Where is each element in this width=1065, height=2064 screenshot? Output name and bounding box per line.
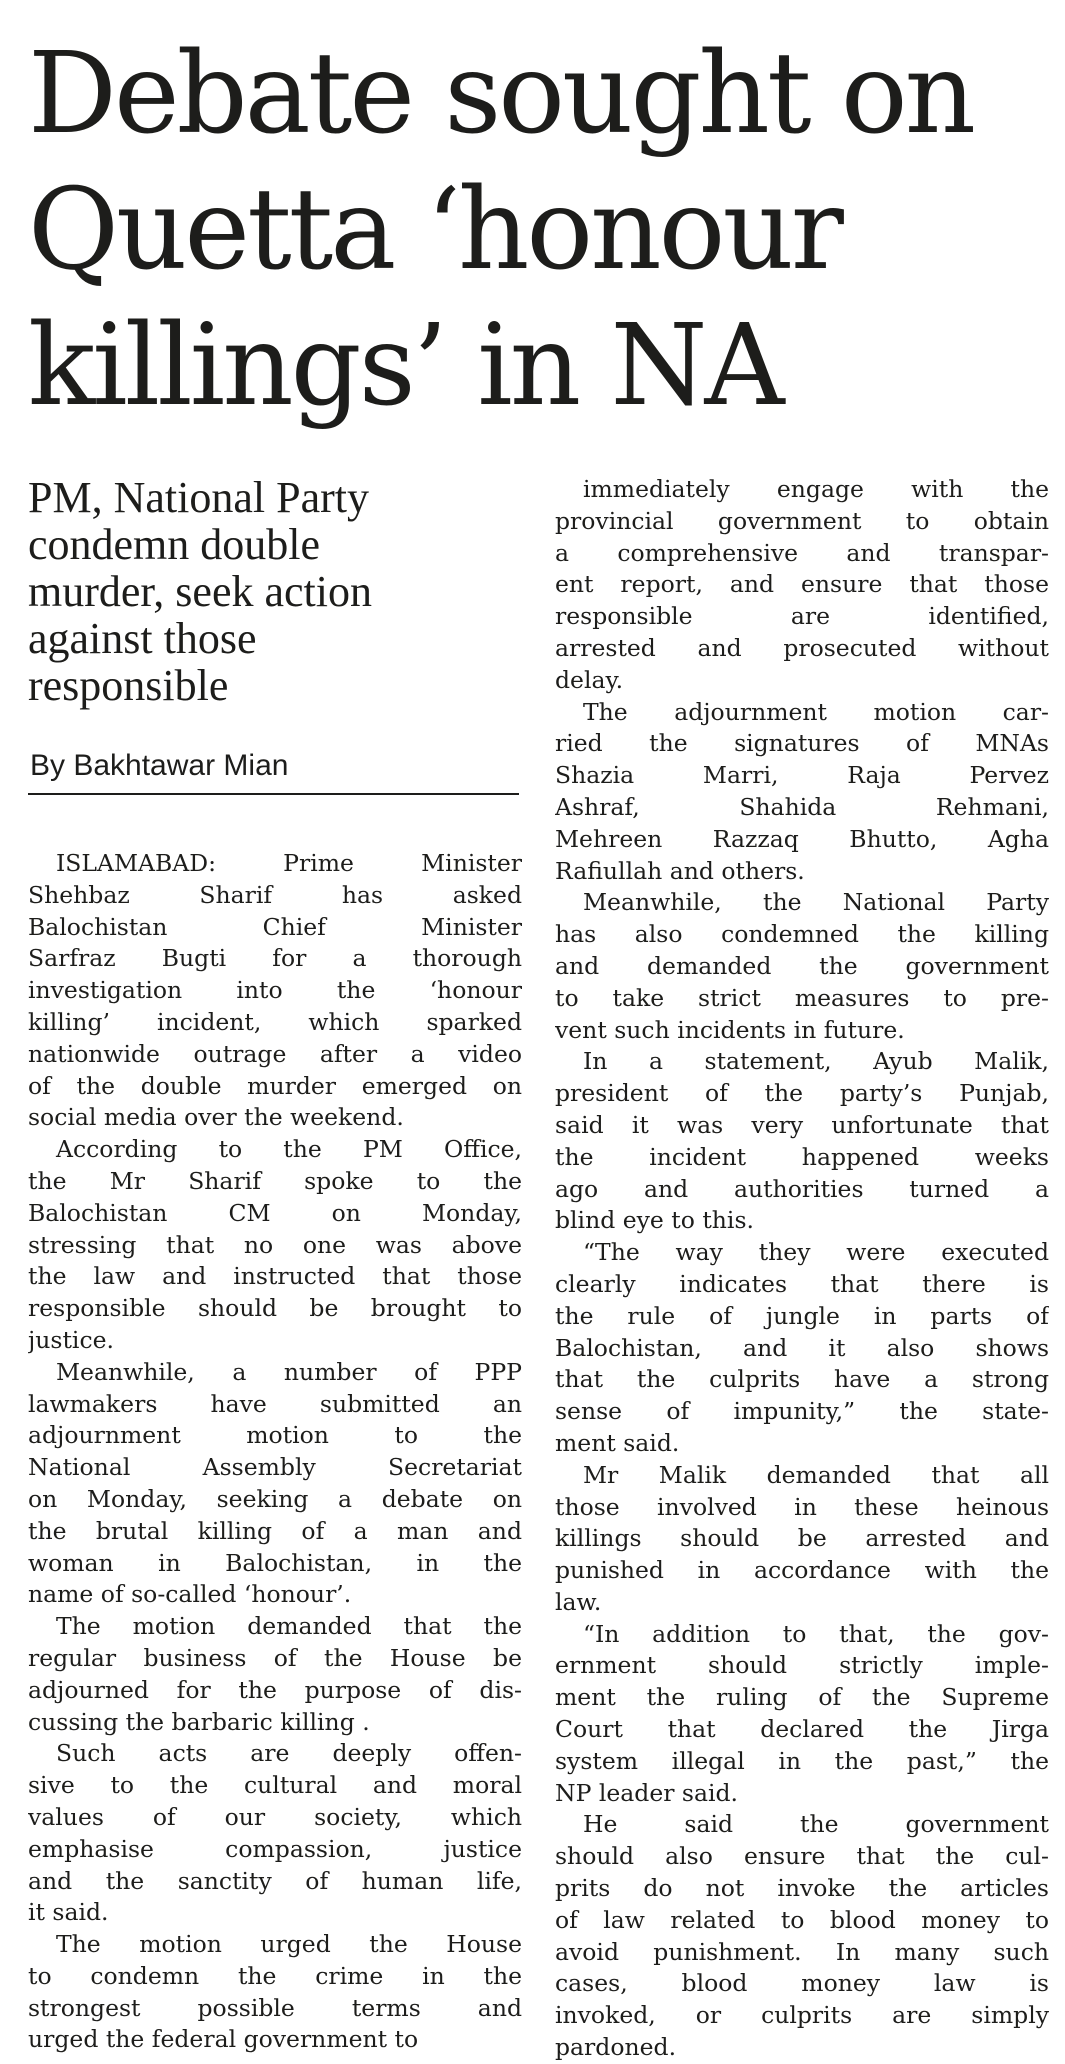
- article-line: of the double murder emerged on: [28, 1071, 522, 1100]
- article-line: ried the signatures of MNAs: [555, 729, 1049, 758]
- article-line: it said.: [28, 1898, 109, 1927]
- article-line: immediately engage with the: [583, 475, 1049, 503]
- article-line: Mehreen Razzaq Bhutto, Agha: [555, 824, 1049, 853]
- article-line: values of our society, which: [28, 1802, 522, 1831]
- article-line: the rule of jungle in parts of: [555, 1301, 1049, 1330]
- article-line: should also ensure that the cul-: [555, 1842, 1049, 1871]
- article-line: sive to the cultural and moral: [28, 1771, 522, 1800]
- article-line: ent report, and ensure that those: [555, 570, 1049, 599]
- article-line: lawmakers have submitted an: [28, 1389, 522, 1418]
- article-line: woman in Balochistan, in the: [28, 1548, 522, 1577]
- subheadline-line: condemn double: [28, 520, 321, 569]
- article-line: Balochistan CM on Monday,: [28, 1198, 522, 1227]
- article-line: ment said.: [555, 1428, 680, 1457]
- article-line: In a statement, Ayub Malik,: [583, 1047, 1049, 1076]
- subheadline: [28, 474, 498, 709]
- article-line: ment the ruling of the Supreme: [555, 1683, 1049, 1712]
- article-line: delay.: [555, 665, 624, 694]
- article-paragraph: [555, 697, 1049, 888]
- article-line: ISLAMABAD: Prime Minister: [56, 849, 522, 877]
- article-line: the law and instructed that those: [28, 1262, 522, 1291]
- headline-line: killings’ in NA: [28, 301, 782, 431]
- article-line: said it was very unfortunate that: [555, 1110, 1049, 1139]
- article-line: and the sanctity of human life,: [28, 1866, 522, 1895]
- article-paragraph: [28, 1134, 522, 1357]
- article-line: on Monday, seeking a debate on: [28, 1484, 522, 1513]
- article-line: Mr Malik demanded that all: [583, 1460, 1049, 1489]
- article-paragraph: [555, 1809, 1049, 2063]
- article-line: killing’ incident, which sparked: [28, 1007, 522, 1036]
- article-column-left: [28, 848, 522, 2056]
- article-line: nationwide outrage after a video: [28, 1039, 522, 1068]
- article-line: cases, blood money law is: [555, 1969, 1049, 1998]
- article-line: stressing that no one was above: [28, 1230, 522, 1259]
- article-line: justice.: [28, 1325, 114, 1354]
- headline: [28, 26, 1048, 434]
- article-line: emphasise compassion, justice: [28, 1834, 522, 1863]
- article-line: adjournment motion to the: [28, 1421, 522, 1450]
- article-line: the Mr Sharif spoke to the: [28, 1166, 522, 1195]
- article-line: responsible should be brought to: [28, 1294, 522, 1323]
- article-line: Court that declared the Jirga: [555, 1715, 1049, 1744]
- article-line: social media over the weekend.: [28, 1103, 404, 1132]
- article-line: vent such incidents in future.: [555, 1015, 905, 1044]
- article-line: sense of impunity,” the state-: [555, 1397, 1049, 1426]
- article-column-right: [555, 474, 1049, 2064]
- article-line: a comprehensive and transpar-: [555, 538, 1049, 567]
- article-line: the brutal killing of a man and: [28, 1516, 522, 1545]
- article-line: ago and authorities turned a: [555, 1174, 1049, 1203]
- article-line: adjourned for the purpose of dis-: [28, 1675, 522, 1704]
- article-paragraph: [555, 1619, 1049, 1810]
- article-line: investigation into the ‘honour: [28, 976, 522, 1005]
- article-line: responsible are identified,: [555, 602, 1049, 631]
- article-line: that the culprits have a strong: [555, 1365, 1049, 1394]
- article-line: clearly indicates that there is: [555, 1269, 1049, 1298]
- article-paragraph: [28, 1929, 522, 2056]
- article-line: The motion demanded that the: [56, 1612, 522, 1641]
- byline-divider: [28, 793, 519, 795]
- article-line: strongest possible terms and: [28, 1993, 522, 2022]
- article-line: punished in accordance with the: [555, 1556, 1049, 1585]
- article-line: He said the government: [583, 1810, 1049, 1839]
- article-line: killings should be arrested and: [555, 1524, 1049, 1553]
- article-line: ernment should strictly imple-: [555, 1651, 1049, 1680]
- article-line: Balochistan Chief Minister: [28, 912, 522, 941]
- article-line: and demanded the government: [555, 951, 1049, 980]
- article-line: law.: [555, 1587, 602, 1616]
- article-paragraph: [555, 1460, 1049, 1619]
- article-line: Meanwhile, the National Party: [583, 888, 1049, 917]
- article-line: regular business of the House be: [28, 1643, 522, 1672]
- article-line: those involved in these heinous: [555, 1492, 1049, 1521]
- article-line: invoked, or culprits are simply: [555, 2001, 1049, 2030]
- article-line: to take strict measures to pre-: [555, 983, 1049, 1012]
- article-line: According to the PM Office,: [56, 1135, 522, 1164]
- article-line: arrested and prosecuted without: [555, 633, 1049, 662]
- article-line: to condemn the crime in the: [28, 1961, 522, 1990]
- article-line: the incident happened weeks: [555, 1142, 1049, 1171]
- article-line: president of the party’s Punjab,: [555, 1079, 1049, 1108]
- article-line: name of so-called ‘honour’.: [28, 1580, 352, 1609]
- article-line: pardoned.: [555, 2033, 677, 2062]
- article-line: has also condemned the killing: [555, 920, 1049, 949]
- subheadline-line: responsible: [28, 661, 229, 710]
- article-line: Shehbaz Sharif has asked: [28, 880, 522, 909]
- headline-line: Quetta ‘honour: [28, 165, 841, 295]
- article-line: Balochistan, and it also shows: [555, 1333, 1049, 1362]
- article-line: avoid punishment. In many such: [555, 1937, 1049, 1966]
- article-line: “In addition to that, the gov-: [583, 1619, 1049, 1648]
- article-paragraph: [28, 1738, 522, 1929]
- article-line: National Assembly Secretariat: [28, 1453, 522, 1482]
- article-line: The adjournment motion car-: [583, 697, 1049, 726]
- article-line: NP leader said.: [555, 1778, 739, 1807]
- article-line: Rafiullah and others.: [555, 856, 805, 885]
- article-line: The motion urged the House: [56, 1930, 522, 1959]
- subheadline-line: PM, National Party: [28, 473, 369, 522]
- article-line: of law related to blood money to: [555, 1905, 1049, 1934]
- article-paragraph: [28, 848, 522, 1134]
- article-line: urged the federal government to: [28, 2025, 419, 2054]
- article-line: Such acts are deeply offen-: [56, 1739, 522, 1768]
- article-paragraph: [28, 1357, 522, 1611]
- article-line: Ashraf, Shahida Rehmani,: [555, 792, 1049, 821]
- byline: By Bakhtawar Mian: [30, 749, 289, 782]
- article-line: provincial government to obtain: [555, 506, 1049, 535]
- article-paragraph: [555, 1046, 1049, 1237]
- subheadline-line: murder, seek action: [28, 567, 372, 616]
- article-line: “The way they were executed: [583, 1238, 1049, 1267]
- article-line: system illegal in the past,” the: [555, 1746, 1049, 1775]
- article-line: blind eye to this.: [555, 1206, 754, 1235]
- article-line: cussing the barbaric killing .: [28, 1707, 370, 1736]
- article-paragraph: [555, 887, 1049, 1046]
- article-line: Shazia Marri, Raja Pervez: [555, 761, 1049, 790]
- article-paragraph: [555, 474, 1049, 697]
- article-paragraph: [28, 1611, 522, 1738]
- article-line: prits do not invoke the articles: [555, 1874, 1049, 1903]
- subheadline-line: against those: [28, 614, 257, 663]
- article-line: Meanwhile, a number of PPP: [56, 1357, 522, 1386]
- headline-line: Debate sought on: [28, 29, 974, 159]
- article-paragraph: [555, 1237, 1049, 1460]
- article-line: Sarfraz Bugti for a thorough: [28, 944, 522, 973]
